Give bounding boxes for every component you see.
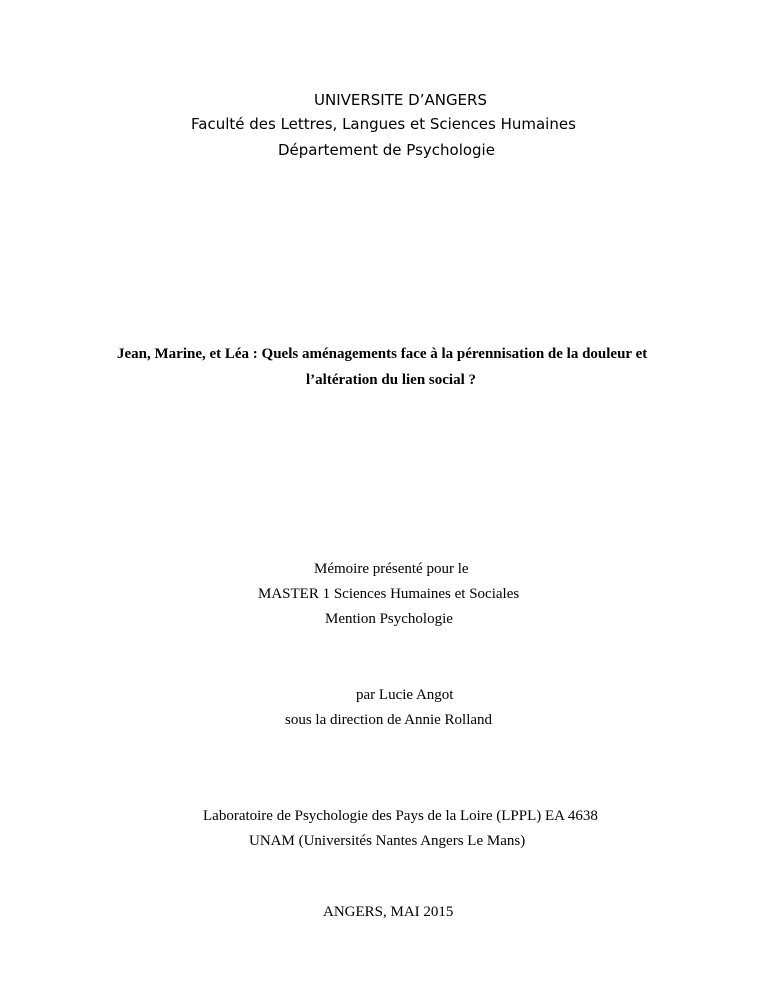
department-name: Département de Psychologie: [278, 141, 495, 159]
unam-name: UNAM (Universités Nantes Angers Le Mans): [249, 833, 526, 849]
degree-name: MASTER 1 Sciences Humaines et Sociales: [258, 586, 520, 602]
supervisor-name: sous la direction de Annie Rolland: [285, 712, 493, 728]
laboratory-name: Laboratoire de Psychologie des Pays de la Loire (LPPL) EA 4638: [203, 808, 598, 824]
university-name: UNIVERSITE D’ANGERS: [314, 91, 487, 109]
thesis-title-line-2: l’altération du lien social ?: [306, 372, 476, 388]
thesis-title-line-1: Jean, Marine, et Léa : Quels aménagements face à la pérennisation de la douleur et: [117, 346, 648, 362]
place-date: ANGERS, MAI 2015: [323, 904, 454, 920]
faculty-name: Faculté des Lettres, Langues et Sciences Humaines: [191, 115, 576, 133]
presented-for: Mémoire présenté pour le: [314, 561, 469, 577]
degree-mention: Mention Psychologie: [325, 611, 453, 627]
author-name: par Lucie Angot: [356, 687, 454, 703]
